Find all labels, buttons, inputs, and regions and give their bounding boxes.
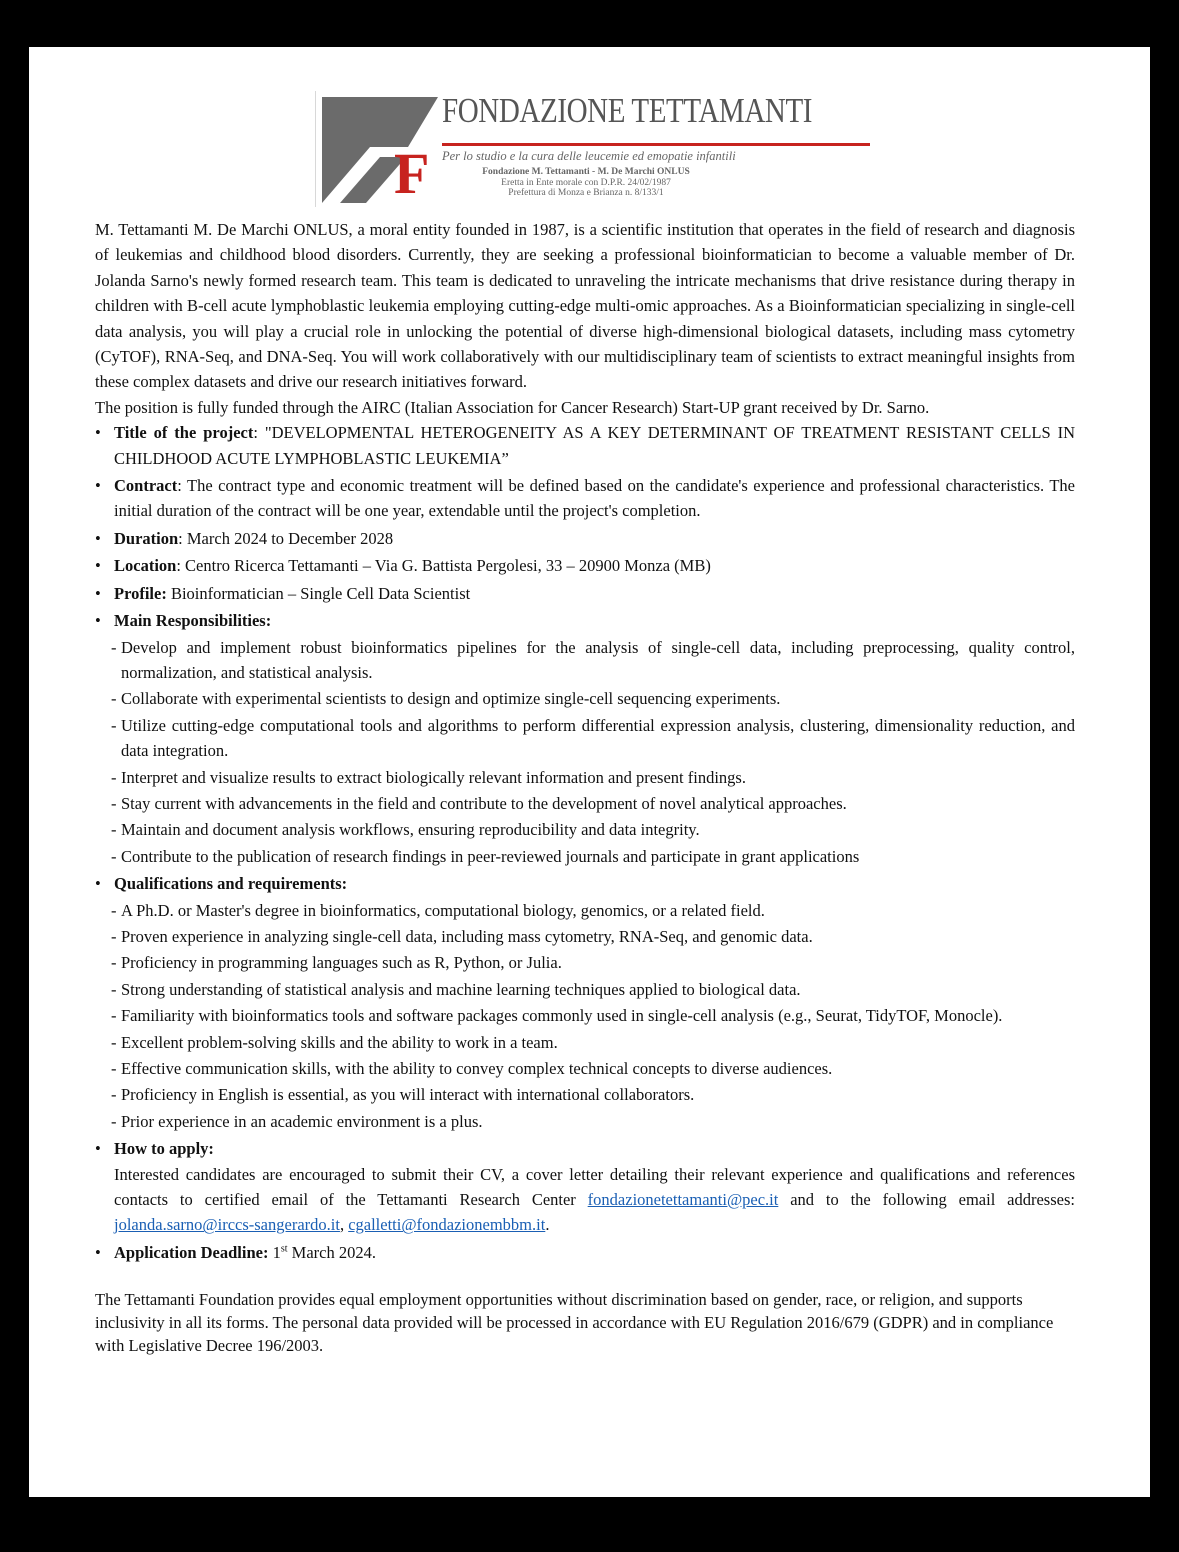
- list-item: - Effective communication skills, with the ability to convey complex technical concepts to diverse audiences.: [111, 1056, 1075, 1081]
- duration-item: [95, 526, 1075, 551]
- deadline-item: [95, 1240, 1075, 1265]
- list-item: - Proficiency in programming languages such as R, Python, or Julia.: [111, 950, 1075, 975]
- logo-line-1: Fondazione M. Tettamanti - M. De Marchi ONLUS: [482, 167, 690, 177]
- deadline-suffix: st: [280, 1243, 288, 1255]
- location-label: Location: [114, 556, 177, 576]
- galletti-email-link[interactable]: cgalletti@fondazionembbm.it: [348, 1215, 546, 1235]
- foundation-logo: [315, 91, 872, 207]
- apply-item: [95, 1136, 1075, 1238]
- profile-value: Bioinformatician – Single Cell Data Scientist: [166, 583, 471, 603]
- foundation-emblem-icon: [320, 95, 438, 203]
- duration-value: : March 2024 to December 2028: [178, 528, 394, 548]
- list-item: - Utilize cutting-edge computational tools and algorithms to perform differential expression analysis, clustering, dimensionality reduction, and data integration.: [111, 713, 1075, 764]
- list-item: - Contribute to the publication of research findings in peer-reviewed journals and participate in grant applications: [111, 844, 1075, 869]
- list-item: - Proficiency in English is essential, as you will interact with international collaborators.: [111, 1082, 1075, 1107]
- apply-text-1: Interested candidates are encouraged to submit their CV, a cover letter detailing their relevant experience and qualifications and references contacts to certified email of the Tettamanti Research Center: [114, 1164, 1075, 1210]
- document-page: [29, 47, 1150, 1497]
- contract-value: : The contract type and economic treatment will be defined based on the candidate's experience and professional characteristics. The initial duration of the contract will be one year, extendable until the project's completion.: [114, 476, 1075, 521]
- sarno-email-link[interactable]: jolanda.sarno@irccs-sangerardo.it: [114, 1215, 340, 1235]
- logo-title: FONDAZIONE TETTAMANTI: [442, 91, 813, 130]
- project-value: : "DEVELOPMENTAL HETEROGENEITY AS A KEY DETERMINANT OF TREATMENT RESISTANT CELLS IN CHILDHOOD ACUTE LYMPHOBLASTIC LEUKEMIA”: [114, 423, 1075, 468]
- qualifications-list: [111, 898, 1075, 1135]
- location-item: [95, 553, 1075, 578]
- apply-text-2: and to the following email addresses:: [778, 1190, 1075, 1210]
- contract-label: Contract: [114, 476, 178, 496]
- funding-paragraph: The position is fully funded through the AIRC (Italian Association for Cancer Research) Start-UP grant received by Dr. Sarno.: [95, 397, 930, 417]
- responsibilities-label: Main Responsibilities:: [114, 611, 272, 631]
- list-item: - Stay current with advancements in the field and contribute to the development of novel analytical approaches.: [111, 791, 1075, 816]
- project-label: Title of the project: [114, 423, 254, 443]
- list-item: - Interpret and visualize results to extract biologically relevant information and present findings.: [111, 765, 1075, 790]
- responsibilities-list: [111, 635, 1075, 870]
- list-item: - Excellent problem-solving skills and the ability to work in a team.: [111, 1030, 1075, 1055]
- pec-email-link[interactable]: fondazionetettamanti@pec.it: [587, 1190, 779, 1210]
- list-item: - A Ph.D. or Master's degree in bioinformatics, computational biology, genomics, or a related field.: [111, 898, 1075, 923]
- email-separator: ,: [339, 1215, 349, 1235]
- deadline-label: Application Deadline:: [114, 1242, 269, 1262]
- logo-line-3: Prefettura di Monza e Brianza n. 8/133/1: [508, 188, 664, 198]
- responsibilities-item: [95, 608, 1075, 869]
- profile-label: Profile:: [114, 583, 167, 603]
- project-item: [95, 420, 1075, 471]
- list-item: - Develop and implement robust bioinformatics pipelines for the analysis of single-cell data, including preprocessing, quality control, normalization, and statistical analysis.: [111, 635, 1075, 686]
- qualifications-label: Qualifications and requirements:: [114, 874, 348, 894]
- list-item: - Collaborate with experimental scientists to design and optimize single-cell sequencing experiments.: [111, 686, 1075, 711]
- contract-item: [95, 473, 1075, 524]
- list-item: - Familiarity with bioinformatics tools and software packages commonly used in single-cell analysis (e.g., Seurat, TidyTOF, Monocle).: [111, 1003, 1075, 1028]
- logo-details: [436, 167, 736, 199]
- job-posting: [95, 217, 1075, 1357]
- intro-paragraph: M. Tettamanti M. De Marchi ONLUS, a moral entity founded in 1987, is a scientific institution that operates in the field of research and diagnosis of leukemias and childhood blood disorders. Currently, they are seeking a professional bioinformatician to become a valuable member of Dr. Jolanda Sarno's newly formed research team. This team is dedicated to unraveling the intricate mechanisms that drive resistance during therapy in children with B-cell acute lymphoblastic leukemia employing cutting-edge multi-omic approaches. As a Bioinformatician specializing in single-cell data analysis, you will play a crucial role in unlocking the potential of diverse high-dimensional biological datasets, including mass cytometry (CyTOF), RNA-Seq, and DNA-Seq. You will work collaboratively with our multidisciplinary team of scientists to extract meaningful insights from these complex datasets and drive our research initiatives forward.: [95, 220, 1075, 392]
- apply-end: .: [545, 1215, 550, 1235]
- location-value: : Centro Ricerca Tettamanti – Via G. Battista Pergolesi, 33 – 20900 Monza (MB): [176, 556, 711, 576]
- list-item: - Proven experience in analyzing single-cell data, including mass cytometry, RNA-Seq, and genomic data.: [111, 924, 1075, 949]
- footer-paragraph: The Tettamanti Foundation provides equal employment opportunities without discrimination based on gender, race, or religion, and supports inclusivity in all its forms. The personal data provided will be processed in accordance with EU Regulation 2016/679 (GDPR) and in compliance with Legislative Decree 196/2003.: [95, 1290, 1054, 1356]
- qualifications-item: [95, 871, 1075, 1134]
- deadline-day: 1: [268, 1242, 281, 1262]
- logo-line-2: Eretta in Ente morale con D.P.R. 24/02/1987: [501, 177, 671, 188]
- logo-subtitle: Per lo studio e la cura delle leucemie ed emopatie infantili: [442, 149, 736, 163]
- duration-label: Duration: [114, 528, 179, 548]
- list-item: - Prior experience in an academic environment is a plus.: [111, 1109, 1075, 1134]
- list-item: - Strong understanding of statistical analysis and machine learning techniques applied to biological data.: [111, 977, 1075, 1002]
- deadline-rest: March 2024.: [287, 1242, 376, 1262]
- profile-item: [95, 581, 1075, 606]
- logo-divider: [442, 143, 870, 146]
- list-item: - Maintain and document analysis workflows, ensuring reproducibility and data integrity.: [111, 817, 1075, 842]
- apply-label: How to apply:: [114, 1139, 214, 1159]
- details-list: [95, 420, 1075, 1265]
- svg-text:F: F: [394, 141, 430, 203]
